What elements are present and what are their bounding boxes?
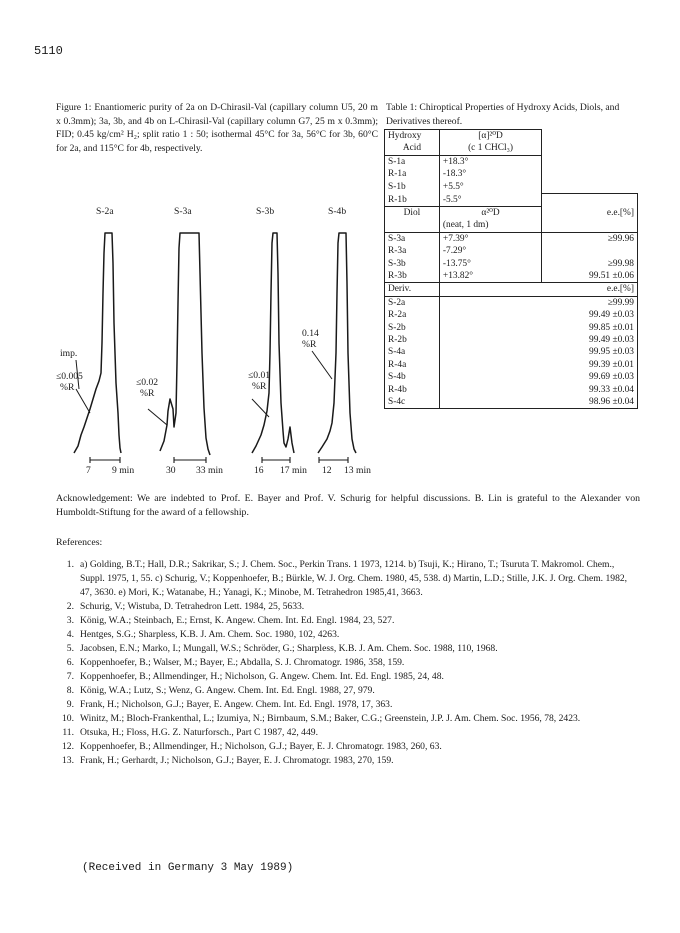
table-cell: 98.96	[589, 397, 611, 408]
reference-text: Schurig, V.; Wistuba, D. Tetrahedron Lett. 1984, 25, 5633.	[80, 601, 305, 612]
table-header-cell: α²⁰D	[439, 206, 541, 219]
reference-item	[56, 726, 640, 740]
table-cell: +7.39°	[439, 232, 541, 245]
table-header-cell: Acid	[385, 142, 440, 155]
reference-text: Jacobsen, E.N.; Marko, I.; Mungall, W.S.; Schröder, G.; Sharpless, K.B. J. Am. Chem. Soc. 1988, 110, 1968.	[80, 643, 498, 654]
table-cell: +5.5°	[439, 181, 541, 194]
reference-item	[56, 600, 640, 614]
reference-text: König, W.A.; Steinbach, E.; Ernst, K. Angew. Chem. Int. Ed. Engl. 1984, 23, 527.	[80, 615, 395, 626]
reference-text: Frank, H.; Gerhardt, J.; Nicholson, G.J.; Bayer, E. J. Chromatogr. 1983, 270, 159.	[80, 755, 394, 766]
annotation-arrow-3b	[252, 399, 269, 417]
table-cell: R-1b	[385, 194, 440, 207]
table-row	[385, 359, 638, 371]
axis-tick-label: 17 min	[280, 465, 307, 475]
table-row	[385, 296, 638, 309]
table-row	[385, 130, 638, 143]
table-cell: S-1b	[385, 181, 440, 194]
reference-text: Frank, H.; Nicholson, G.J.; Bayer, E. Angew. Chem. Int. Ed. Engl. 1978, 17, 363.	[80, 699, 393, 710]
table-cell: ±0.03	[612, 334, 634, 345]
table-row	[385, 245, 638, 257]
axis-tick-label: 16	[254, 465, 264, 475]
table-row	[385, 155, 638, 168]
annotation-value-3b: ≤0.01	[248, 370, 271, 381]
table-header-cell: Deriv.	[385, 283, 440, 296]
chiroptical-table	[384, 129, 638, 409]
table-cell: +18.3°	[439, 155, 541, 168]
table-cell: ≥99.98	[607, 258, 634, 269]
table-row	[385, 270, 638, 283]
annotation-arrow-4b	[312, 351, 332, 379]
table-cell: ±0.01	[612, 322, 634, 333]
table-cell: ±0.06	[612, 270, 634, 281]
reference-number: 4.	[66, 629, 74, 640]
reference-number: 13.	[62, 755, 74, 766]
table-cell: 99.33	[589, 384, 611, 395]
table-cell: S-3b	[385, 258, 440, 270]
annotation-unit-3b: %R	[252, 381, 267, 392]
table-cell: ±0.03	[612, 347, 634, 358]
page-number: 5110	[34, 44, 63, 58]
reference-item	[56, 628, 640, 642]
table-cell: -5.5°	[439, 194, 541, 207]
table-caption: Table 1: Chiroptical Properties of Hydroxy Acids, Diols, and Derivatives thereof.	[386, 102, 620, 127]
table-cell: S-4c	[385, 396, 440, 409]
table-cell: 99.49	[589, 334, 611, 345]
reference-item	[56, 670, 640, 684]
table-header-cell: [α]²⁰D	[439, 130, 541, 143]
table-header-cell: e.e.[%]	[542, 206, 638, 219]
reference-number: 12.	[62, 741, 74, 752]
reference-text: a) Golding, B.T.; Hall, D.R.; Sakrikar, S.; J. Chem. Soc., Perkin Trans. 1 1973, 1214. b) Tsuji, K.; Hirano, T.; Tsuruta T. Makromol. Chem., Suppl. 1975, 1, 55. c) Schurig, V.; Koppenhoefer, B.; Bürkle, W. J. Org. Chem. 1980, 45, 538. d) Martin, L.D.; Stille, J.K. J. Org. Chem. 1982, 47, 3630. e) Mori, K.; Watanabe, H.; Yanagi, K.; Minobe, M. Tetrahedron 1985,41, 3663.	[80, 559, 628, 598]
table-cell: ±0.04	[612, 397, 634, 408]
table-cell: 99.51	[589, 270, 611, 281]
reference-item	[56, 684, 640, 698]
chromatogram-trace-s2a	[74, 233, 121, 453]
axis-tick-label: 12	[322, 465, 332, 475]
reference-number: 3.	[66, 615, 74, 626]
reference-item	[56, 656, 640, 670]
acknowledgement: Acknowledgement: We are indebted to Prof. E. Bayer and Prof. V. Schurig for helpful discussions. B. Lin is grateful to the Alexander von Humboldt-Stiftung for the award of a fellowship.	[56, 493, 640, 518]
reference-item	[56, 698, 640, 712]
annotation-arrow-2a	[76, 389, 90, 413]
reference-number: 6.	[66, 657, 74, 668]
reference-item	[56, 642, 640, 656]
table-cell: -18.3°	[439, 168, 541, 180]
table-row	[385, 371, 638, 383]
table-row	[385, 384, 638, 396]
table-cell: 99.39	[589, 359, 611, 370]
table-header-cell: e.e.[%]	[542, 283, 638, 296]
table-row	[385, 309, 638, 321]
reference-item	[56, 614, 640, 628]
table-cell: S-3a	[385, 232, 440, 245]
table-cell: R-4b	[385, 384, 440, 396]
table-cell: S-4b	[385, 371, 440, 383]
reference-number: 7.	[66, 671, 74, 682]
table-header-cell: Hydroxy	[385, 130, 440, 143]
reference-number: 5.	[66, 643, 74, 654]
table-cell: S-1a	[385, 155, 440, 168]
reference-number: 8.	[66, 685, 74, 696]
axis-tick-label: 33 min	[196, 465, 223, 475]
table-cell: ±0.03	[612, 372, 634, 383]
peak-label-s4b: S-4b	[328, 206, 347, 217]
reference-text: Koppenhoefer, B.; Allmendinger, H.; Nicholson, G. Angew. Chem. Int. Ed. Engl. 1985, 24, 48.	[80, 671, 444, 682]
reference-item	[56, 712, 640, 726]
table-header-cell: (neat, 1 dm)	[439, 219, 541, 232]
reference-text: König, W.A.; Lutz, S.; Wenz, G. Angew. Chem. Int. Ed. Engl. 1988, 27, 979.	[80, 685, 375, 696]
table-cell: R-3a	[385, 245, 440, 257]
reference-text: Winitz, M.; Bloch-Frankenthal, L.; Izumiya, N.; Birnbaum, S.M.; Baker, C.G.; Greenstein, J.P. J. Am. Chem. Soc. 1956, 78, 2423.	[80, 713, 581, 724]
peak-label-s2a: S-2a	[96, 206, 114, 217]
table-cell: ≥99.99	[607, 297, 634, 308]
table-row	[385, 322, 638, 334]
annotation-unit-2a: %R	[60, 382, 75, 393]
annotation-unit-4b: %R	[302, 339, 317, 350]
table-header-cell: Diol	[385, 206, 440, 219]
received-date: (Received in Germany 3 May 1989)	[82, 862, 294, 874]
table-cell: R-2b	[385, 334, 440, 346]
table-row	[385, 168, 638, 180]
table-row	[385, 283, 638, 296]
table-cell: ±0.01	[612, 359, 634, 370]
chromatogram-figure	[56, 203, 386, 475]
axis-tick-label: 13 min	[344, 465, 371, 475]
table-row	[385, 142, 638, 155]
reference-item	[56, 740, 640, 754]
table-cell: -7.29°	[439, 245, 541, 257]
table-cell: S-2a	[385, 296, 440, 309]
table-cell: R-3b	[385, 270, 440, 283]
table-cell: R-2a	[385, 309, 440, 321]
reference-text: Koppenhoefer, B.; Walser, M.; Bayer, E.; Abdalla, S. J. Chromatogr. 1986, 358, 159.	[80, 657, 405, 668]
table-cell: 99.85	[589, 322, 611, 333]
annotation-arrow-3a	[148, 409, 167, 425]
annotation-value-4b: 0.14	[302, 328, 319, 339]
chromatogram-trace-s4b	[318, 233, 356, 453]
chromatogram-trace-s3a	[160, 233, 210, 455]
figure-caption: Figure 1: Enantiomeric purity of 2a on D-Chirasil-Val (capillary column U5, 20 m x 0.3mm); 3a, 3b, and 4b on L-Chirasil-Val (capillary column G7, 25 m x 0.3mm); FID; 0.45 kg/cm² H₂; split ratio 1 : 50; isothermal 45°C for 3a, 56°C for 3b, 60°C for 2a, and 115°C for 4b, respectively.	[56, 102, 378, 154]
reference-number: 2.	[66, 601, 74, 612]
table-row	[385, 258, 638, 270]
chromatogram-trace-s3b	[252, 233, 294, 453]
table-cell: R-4a	[385, 359, 440, 371]
table-cell: ±0.04	[612, 384, 634, 395]
table-row	[385, 346, 638, 358]
table-cell: ≥99.96	[607, 233, 634, 244]
table-cell: S-2b	[385, 322, 440, 334]
annotation-imp: imp.	[60, 348, 78, 359]
table-row	[385, 194, 638, 207]
table-cell: 99.69	[589, 372, 611, 383]
table-row	[385, 396, 638, 409]
table-row	[385, 181, 638, 194]
table-row	[385, 232, 638, 245]
references-list	[56, 558, 640, 768]
references-heading: References:	[56, 537, 103, 548]
table-cell: ±0.03	[612, 310, 634, 321]
annotation-unit-3a: %R	[140, 388, 155, 399]
axis-tick-label: 7	[86, 465, 91, 475]
axis-tick-label: 9 min	[112, 465, 135, 475]
table-cell: +13.82°	[439, 270, 541, 283]
table-row	[385, 334, 638, 346]
reference-number: 10.	[62, 713, 74, 724]
annotation-value-2a: ≤0.005	[56, 371, 83, 382]
axis-tick-label: 30	[166, 465, 176, 475]
table-cell: R-1a	[385, 168, 440, 180]
reference-item	[56, 754, 640, 768]
reference-number: 9.	[66, 699, 74, 710]
reference-number: 1.	[66, 559, 74, 570]
reference-number: 11.	[62, 727, 74, 738]
table-cell: S-4a	[385, 346, 440, 358]
peak-label-s3b: S-3b	[256, 206, 275, 217]
annotation-value-3a: ≤0.02	[136, 377, 159, 388]
table-cell: 99.95	[589, 347, 611, 358]
table-cell: 99.49	[589, 310, 611, 321]
peak-label-s3a: S-3a	[174, 206, 192, 217]
reference-text: Hentges, S.G.; Sharpless, K.B. J. Am. Chem. Soc. 1980, 102, 4263.	[80, 629, 340, 640]
table-row	[385, 219, 638, 232]
reference-item	[56, 558, 640, 600]
table-row	[385, 206, 638, 219]
reference-text: Koppenhoefer, B.; Allmendinger, H.; Nicholson, G.J.; Bayer, E. J. Chromatogr. 1983, 260, 63.	[80, 741, 442, 752]
table-header-cell: (c 1 CHCl₃)	[439, 142, 541, 155]
reference-text: Otsuka, H.; Floss, H.G. Z. Naturforsch., Part C 1987, 42, 449.	[80, 727, 318, 738]
table-cell: -13.75°	[439, 258, 541, 270]
